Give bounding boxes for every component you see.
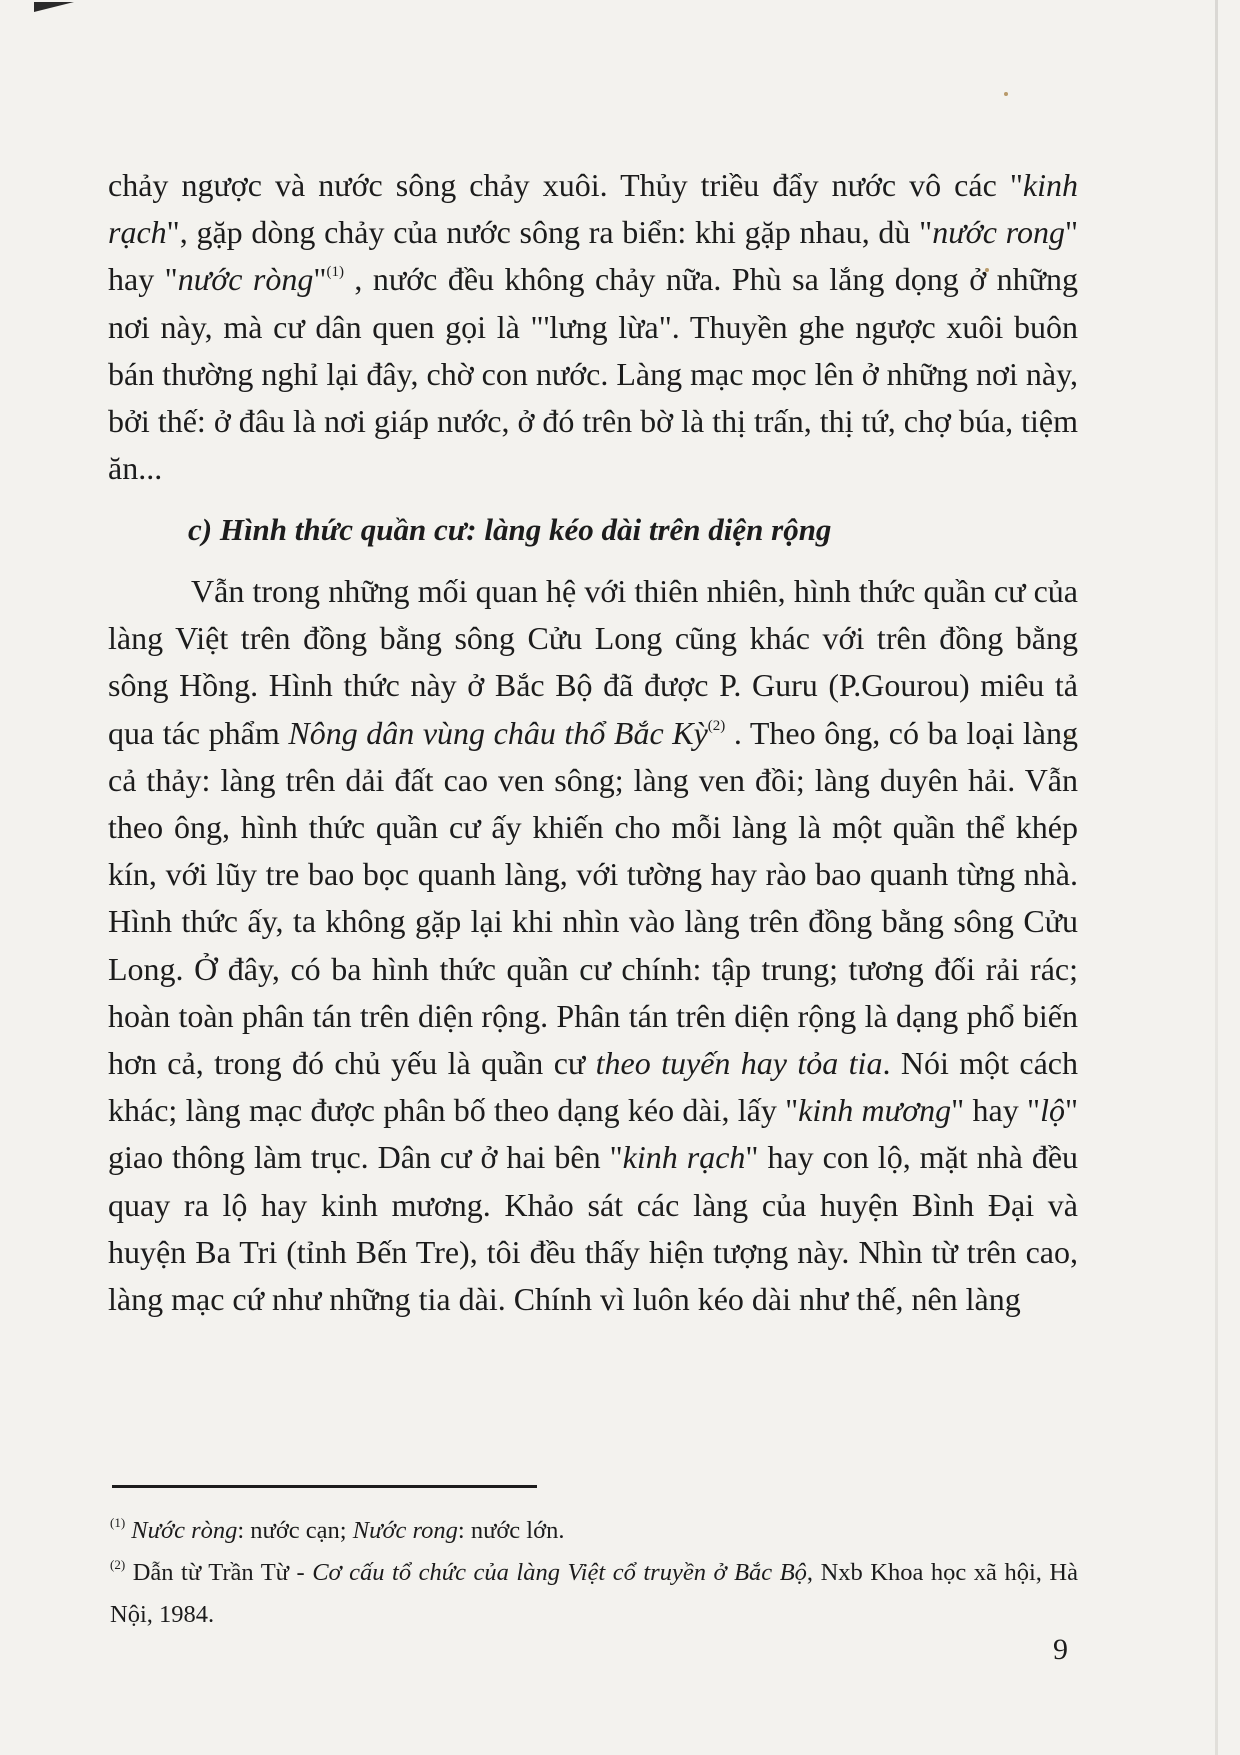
- text-run: ": [313, 261, 327, 298]
- footnote-2: [110, 1552, 1078, 1636]
- footnote-marker: (2): [110, 1557, 126, 1572]
- text-run: Dẫn từ Trần Từ -: [125, 1559, 313, 1586]
- italic-term: theo tuyến hay tỏa tia: [595, 1045, 883, 1082]
- page-number: 9: [1053, 1633, 1068, 1666]
- text-run: , nước đều không chảy nữa. Phù sa lắng dọng ở những nơi này, mà cư dân quen gọi là "'lưng lừa". Thuyền ghe ngược xuôi buôn bán thường nghỉ lại đây, chờ con nước. Làng mạc mọc lên ở những nơi này, bởi thế: ở đâu là nơi giáp nước, ở đó trên bờ là thị trấn, thị tứ, chợ búa, tiệm ăn...: [108, 261, 1079, 487]
- italic-term: lộ: [1040, 1092, 1065, 1129]
- text-run: Vẫn trong những mối quan hệ với thiên nhiên, hình thức quần cư của làng Việt trên đồng bằng sông Cửu Long cũng khác với trên đồng bằng sông Hồng. Hình thức này ở Bắc Bộ đã được P. Guru (P.Gourou) miêu tả qua tác phẩm: [108, 573, 1078, 751]
- text-run: , Nxb Khoa học xã hội, Hà Nội, 1984.: [110, 1559, 1079, 1628]
- footnote-ref-1: (1): [326, 264, 344, 281]
- page-edge-shadow: [1215, 0, 1218, 1755]
- text-run: : nước lớn.: [457, 1517, 565, 1544]
- italic-term: Nước ròng: [131, 1517, 238, 1544]
- text-run: " giao thông làm trục. Dân cư ở hai bên ": [108, 1092, 1079, 1176]
- text-run: chảy ngược và nước sông chảy xuôi. Thủy triều đẩy nước vô các ": [108, 167, 1023, 203]
- footnote-marker: (1): [110, 1515, 126, 1530]
- footnote-divider: [112, 1485, 537, 1488]
- text-run: " hay ": [108, 214, 1079, 298]
- italic-term: kinh rạch: [622, 1139, 746, 1176]
- italic-term: nước rong: [932, 214, 1065, 251]
- text-run: : nước cạn;: [237, 1517, 353, 1544]
- italic-book-title: Nông dân vùng châu thổ Bắc Kỳ: [288, 714, 708, 751]
- section-heading: c) Hình thức quần cư: làng kéo dài trên diện rộng: [188, 512, 832, 547]
- text-run: " hay ": [951, 1092, 1041, 1129]
- italic-book-title: Cơ cấu tổ chức của làng Việt cổ truyền ở Bắc Bộ: [312, 1559, 807, 1586]
- paragraph-2: [108, 568, 1078, 1323]
- text-run: . Nói một cách khác; làng mạc được phân bố theo dạng kéo dài, lấy ": [108, 1045, 1079, 1129]
- footnotes: [110, 1510, 1078, 1636]
- italic-term: kinh rạch: [108, 167, 1078, 251]
- scan-corner-mark: [34, 2, 74, 12]
- italic-term: nước ròng: [177, 261, 314, 298]
- italic-term: Nước rong: [352, 1517, 458, 1544]
- italic-term: kinh mương: [798, 1092, 952, 1129]
- footnote-1: [110, 1510, 1078, 1552]
- text-run: ", gặp dòng chảy của nước sông ra biển: khi gặp nhau, dù ": [166, 214, 933, 251]
- scan-speck: [1004, 92, 1008, 96]
- text-run: . Theo ông, có ba loại làng cả thảy: làng trên dải đất cao ven sông; làng ven đồi; làng duyên hải. Vẫn theo ông, hình thức quần cư ấy khiến cho mỗi làng là một quần thể khép kín, với lũy tre bao bọc quanh làng, với tường hay rào bao quanh từng nhà. Hình thức ấy, ta không gặp lại khi nhìn vào làng trên đồng bằng sông Cửu Long. Ở đây, có ba hình thức quần cư chính: tập trung; tương đối rải rác; hoàn toàn phân tán trên diện rộng. Phân tán trên diện rộng là dạng phổ biến hơn cả, trong đó chủ yếu là quần cư: [108, 714, 1079, 1082]
- text-run: " hay con lộ, mặt nhà đều quay ra lộ hay kinh mương. Khảo sát các làng của huyện Bình Đại và huyện Ba Tri (tỉnh Bến Tre), tôi đều thấy hiện tượng này. Nhìn từ trên cao, làng mạc cứ như những tia dài. Chính vì luôn kéo dài như thế, nên làng: [108, 1139, 1079, 1318]
- footnote-ref-2: (2): [707, 717, 726, 734]
- paragraph-1: [108, 162, 1078, 492]
